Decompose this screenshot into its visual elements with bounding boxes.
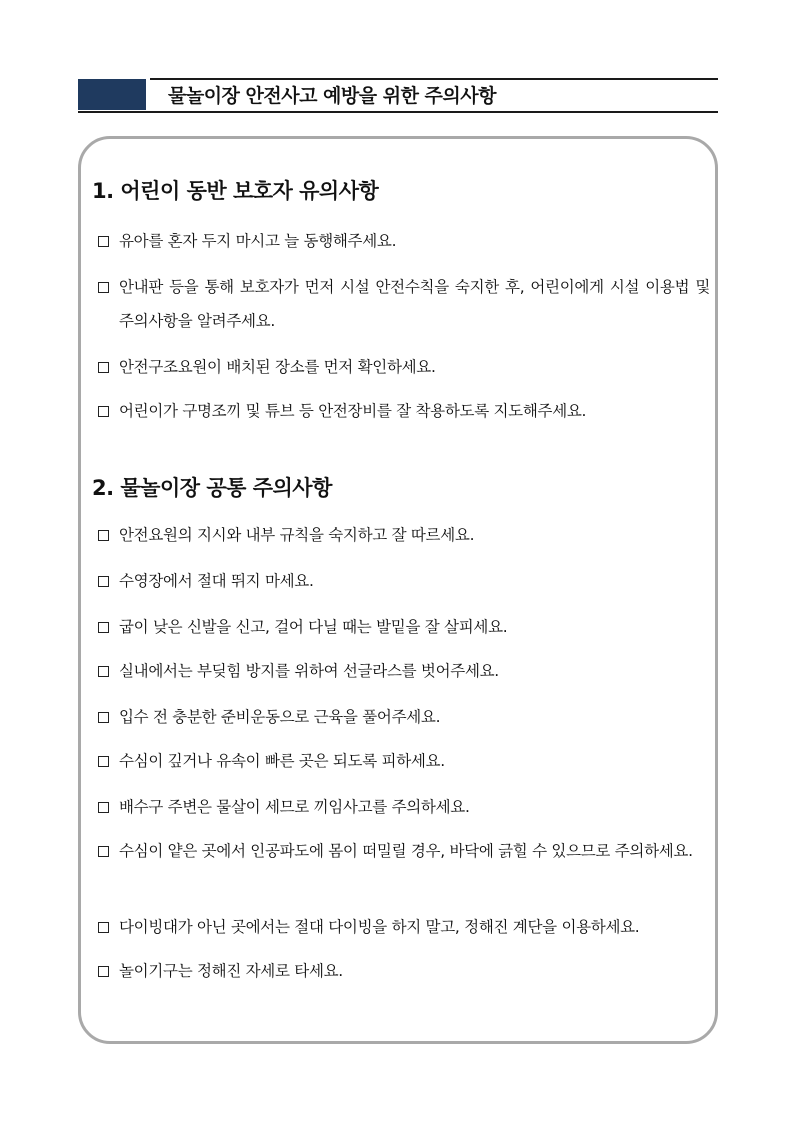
checkbox-icon [98, 362, 109, 373]
list-item: 놀이기구는 정해진 자세로 타세요. [98, 954, 710, 988]
section-title-common: 2. 물놀이장 공통 주의사항 [92, 476, 332, 500]
list-item-text: 안내판 등을 통해 보호자가 먼저 시설 안전수칙을 숙지한 후, 어린이에게 시설 이용법 및 주의사항을 알려주세요. [119, 278, 710, 330]
checkbox-icon [98, 576, 109, 587]
checkbox-icon [98, 966, 109, 977]
checkbox-icon [98, 530, 109, 541]
checkbox-icon [98, 282, 109, 293]
section-title-guardian: 1. 어린이 동반 보호자 유의사항 [92, 179, 379, 203]
checkbox-icon [98, 622, 109, 633]
header-bottom-rule [78, 111, 718, 113]
checkbox-icon [98, 756, 109, 767]
list-item: 수심이 깊거나 유속이 빠른 곳은 되도록 피하세요. [98, 744, 710, 778]
list-item-text: 수심이 얕은 곳에서 인공파도에 몸이 떠밀릴 경우, 바닥에 긁힐 수 있으므로 주의하세요. [119, 842, 693, 860]
list-item: 유아를 혼자 두지 마시고 늘 동행해주세요. [98, 224, 710, 258]
list-item: 안전요원의 지시와 내부 규칙을 숙지하고 잘 따르세요. [98, 518, 710, 552]
list-item: 어린이가 구명조끼 및 튜브 등 안전장비를 잘 착용하도록 지도해주세요. [98, 394, 710, 428]
list-item: 굽이 낮은 신발을 신고, 걸어 다닐 때는 발밑을 잘 살피세요. [98, 610, 710, 644]
header-top-rule [150, 78, 718, 80]
checkbox-icon [98, 236, 109, 247]
checkbox-icon [98, 406, 109, 417]
list-item: 실내에서는 부딪힘 방지를 위하여 선글라스를 벗어주세요. [98, 654, 710, 688]
checkbox-icon [98, 922, 109, 933]
checkbox-icon [98, 712, 109, 723]
list-item: 입수 전 충분한 준비운동으로 근육을 풀어주세요. [98, 700, 710, 734]
list-item: 수영장에서 절대 뛰지 마세요. [98, 564, 710, 598]
list-item [98, 834, 710, 868]
list-item [98, 270, 710, 338]
header-color-block [78, 79, 146, 110]
list-item: 다이빙대가 아닌 곳에서는 절대 다이빙을 하지 말고, 정해진 계단을 이용하세요. [98, 910, 710, 944]
checkbox-icon [98, 666, 109, 677]
checkbox-icon [98, 802, 109, 813]
list-item: 안전구조요원이 배치된 장소를 먼저 확인하세요. [98, 350, 710, 384]
page-title: 물놀이장 안전사고 예방을 위한 주의사항 [168, 85, 496, 107]
list-item: 배수구 주변은 물살이 세므로 끼임사고를 주의하세요. [98, 790, 710, 824]
checkbox-icon [98, 846, 109, 857]
